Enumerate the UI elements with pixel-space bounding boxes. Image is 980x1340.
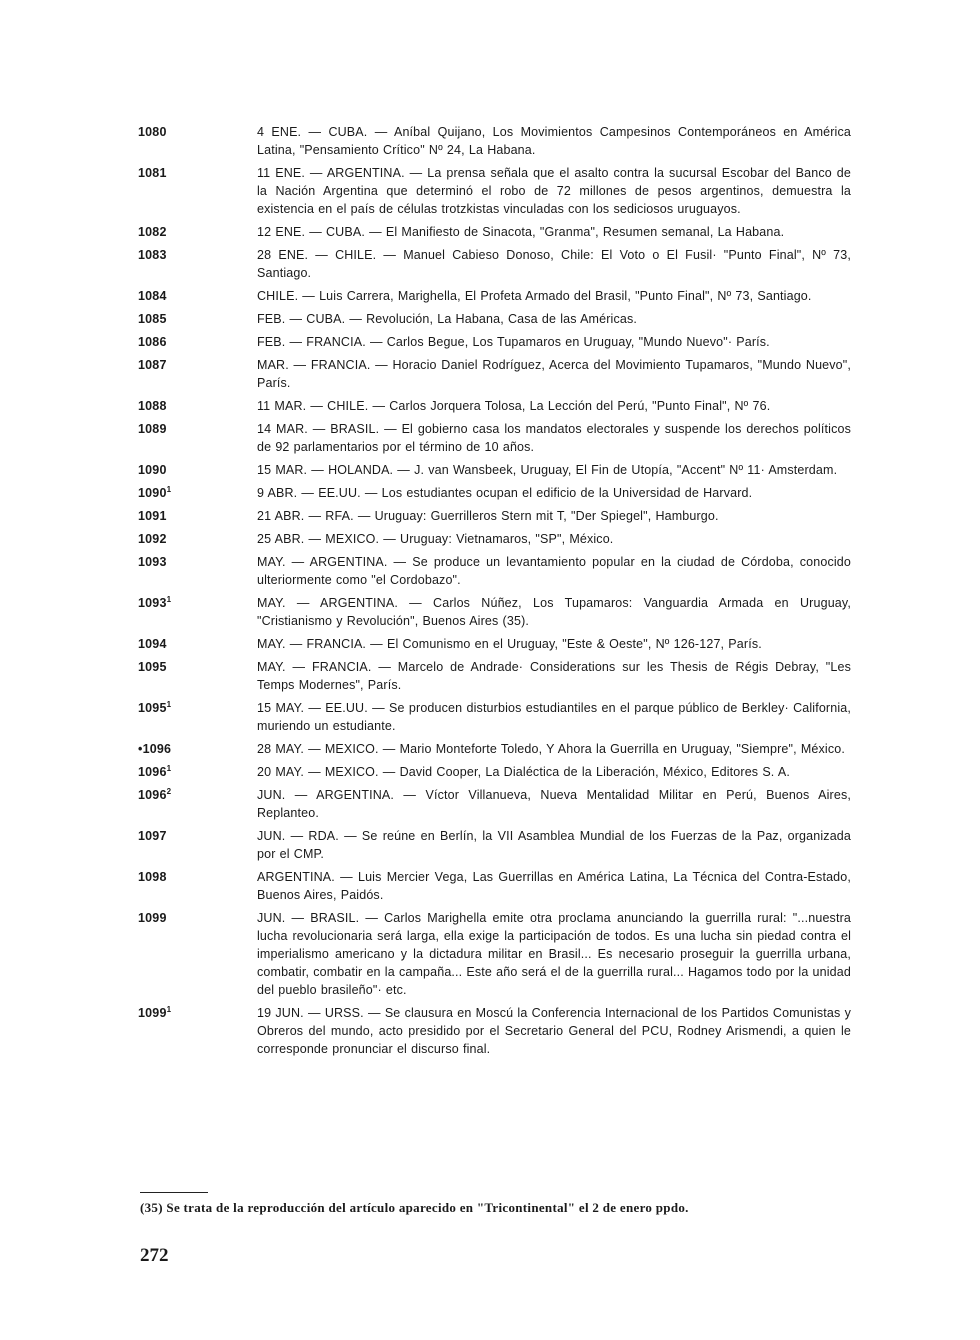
chronology-entry [0,484,980,502]
entry-text: CHILE. — Luis Carrera, Marighella, El Profeta Armado del Brasil, "Punto Final", Nº 73, Santiago. [257,289,812,303]
chronology-entry [0,827,980,863]
entry-number [138,356,167,374]
entry-number [138,594,171,612]
entry-number-value: 1081 [138,166,167,180]
chronology-entry [0,763,980,781]
entry-number-value: 1087 [138,358,167,372]
chronology-entry [0,223,980,241]
chronology-entry [0,786,980,822]
entry-number [138,223,167,241]
entry-text: 28 ENE. — CHILE. — Manuel Cabieso Donoso, Chile: El Voto o El Fusil· "Punto Final", Nº 73, Santiago. [257,248,851,280]
entry-number [138,484,171,502]
chronology-entry [0,594,980,630]
entry-number-superscript: 1 [166,594,172,604]
entry-text: 25 ABR. — MEXICO. — Uruguay: Vietnamaros, "SP", México. [257,532,614,546]
entry-text: 11 MAR. — CHILE. — Carlos Jorquera Tolosa, La Lección del Perú, "Punto Final", Nº 76. [257,399,771,413]
chronology-entry [0,461,980,479]
chronology-entry [0,356,980,392]
entry-number [138,287,167,305]
chronology-entry [0,420,980,456]
entry-number-value: 1095 [138,701,167,715]
entry-number-value: 1083 [138,248,167,262]
entry-text: JUN. — ARGENTINA. — Víctor Villanueva, Nueva Mentalidad Militar en Perú, Buenos Aires, Replanteo. [257,788,851,820]
chronology-entry [0,123,980,159]
entry-number-value: 1099 [138,911,167,925]
entry-number-value: 1096 [138,765,167,779]
entry-number [138,658,167,676]
entry-number-value: 1089 [138,422,167,436]
chronology-entry [0,658,980,694]
chronology-entry [0,287,980,305]
entry-number [138,763,171,781]
entry-text: ARGENTINA. — Luis Mercier Vega, Las Guerrillas en América Latina, La Técnica del Contra-Estado, Buenos Aires, Paidós. [257,870,851,902]
entry-number [138,827,167,845]
chronology-entry [0,246,980,282]
entry-text: JUN. — RDA. — Se reúne en Berlín, la VII Asamblea Mundial de los Fuerzas de la Paz, organizada por el CMP. [257,829,851,861]
chronology-entry [0,333,980,351]
chronology-list [0,123,980,1063]
entry-number-value: 1098 [138,870,167,884]
entry-text: 12 ENE. — CUBA. — El Manifiesto de Sinacota, "Granma", Resumen semanal, La Habana. [257,225,785,239]
entry-text: MAY. — FRANCIA. — El Comunismo en el Uruguay, "Este & Oeste", Nº 126-127, París. [257,637,762,651]
entry-number-value: 1084 [138,289,167,303]
entry-text: 20 MAY. — MEXICO. — David Cooper, La Dialéctica de la Liberación, México, Editores S. A. [257,765,790,779]
entry-number [138,699,171,717]
entry-number-value: 1086 [138,335,167,349]
chronology-entry [0,310,980,328]
entry-number [138,740,171,758]
entry-number-superscript: 1 [166,1004,172,1014]
entry-number-value: 1090 [138,463,167,477]
entry-number [138,553,167,571]
entry-text: FEB. — FRANCIA. — Carlos Begue, Los Tupamaros en Uruguay, "Mundo Nuevo"· París. [257,335,770,349]
chronology-entry [0,507,980,525]
entry-text: MAY. — ARGENTINA. — Carlos Núñez, Los Tupamaros: Vanguardia Armada en Uruguay, "Cristianismo y Revolución", Buenos Aires (35). [257,596,851,628]
chronology-entry [0,553,980,589]
entry-text: MAY. — FRANCIA. — Marcelo de Andrade· Considerations sur les Thesis de Régis Debray, "Les Temps Modernes", París. [257,660,851,692]
chronology-entry [0,635,980,653]
entry-number-value: 1099 [138,1006,167,1020]
chronology-entry [0,740,980,758]
entry-number [138,530,167,548]
entry-number-value: 1091 [138,509,167,523]
entry-number-value: •1096 [138,742,172,756]
entry-text: 14 MAR. — BRASIL. — El gobierno casa los mandatos electorales y suspende los derechos políticos de 92 parlamentarios por el término de 10 años. [257,422,851,454]
footnote-divider [140,1192,208,1193]
entry-number-value: 1096 [138,788,167,802]
entry-number [138,1004,171,1022]
entry-number-superscript: 2 [166,786,172,796]
entry-number [138,868,167,886]
entry-number-value: 1094 [138,637,167,651]
chronology-entry [0,909,980,999]
entry-number [138,164,167,182]
entry-number [138,786,171,804]
entry-number-value: 1095 [138,660,167,674]
entry-text: 4 ENE. — CUBA. — Aníbal Quijano, Los Movimientos Campesinos Contemporáneos en América Latina, "Pensamiento Crítico" Nº 24, La Habana. [257,125,851,157]
chronology-entry [0,868,980,904]
chronology-entry [0,530,980,548]
page-number: 272 [140,1245,169,1266]
entry-text: JUN. — BRASIL. — Carlos Marighella emite otra proclama anunciando la guerrilla rural: "...nuestra lucha revolucionaria será larga, ella exige la participación de todos. Es una lucha sin piedad contra el imperialismo americano y la dictadura militar en Brasil... Es necesario proseguir la guerrilla urbana, combatir, combatir en la campaña... Este año será el de la guerrilla rural... Hagamos todo por la unidad del pueblo brasileño"· etc. [257,911,851,997]
entry-text: MAR. — FRANCIA. — Horacio Daniel Rodríguez, Acerca del Movimiento Tupamaros, "Mundo Nuevo", París. [257,358,851,390]
chronology-entry [0,397,980,415]
entry-number [138,310,167,328]
entry-number [138,420,167,438]
entry-number [138,123,167,141]
chronology-entry [0,164,980,218]
entry-text: 15 MAR. — HOLANDA. — J. van Wansbeek, Uruguay, El Fin de Utopía, "Accent" Nº 11· Amsterdam. [257,463,838,477]
entry-number [138,909,167,927]
chronology-entry [0,1004,980,1058]
entry-text: 28 MAY. — MEXICO. — Mario Monteforte Toledo, Y Ahora la Guerrilla en Uruguay, "Siempre", México. [257,742,845,756]
entry-text: FEB. — CUBA. — Revolución, La Habana, Casa de las Américas. [257,312,637,326]
entry-number-superscript: 1 [166,484,172,494]
entry-text: 19 JUN. — URSS. — Se clausura en Moscú la Conferencia Internacional de los Partidos Comunistas y Obreros del mundo, acto presidido por el Secretario General del PCU, Rodney Arismendi, a quien le corresponde pronunciar el discurso final. [257,1006,851,1056]
entry-number-value: 1082 [138,225,167,239]
entry-number-value: 1080 [138,125,167,139]
entry-number [138,246,167,264]
entry-number-value: 1093 [138,555,167,569]
entry-number [138,333,167,351]
entry-number-value: 1090 [138,486,167,500]
entry-number [138,397,167,415]
entry-number-superscript: 1 [166,699,172,709]
entry-number-value: 1088 [138,399,167,413]
entry-text: 15 MAY. — EE.UU. — Se producen disturbios estudiantiles en el parque público de Berkley· California, muriendo un estudiante. [257,701,851,733]
entry-text: 9 ABR. — EE.UU. — Los estudiantes ocupan el edificio de la Universidad de Harvard. [257,486,753,500]
entry-number-value: 1085 [138,312,167,326]
entry-number [138,461,167,479]
footnote: (35) Se trata de la reproducción del artículo aparecido en "Tricontinental" el 2 de enero ppdo. [140,1200,689,1215]
entry-number [138,635,167,653]
entry-text: 11 ENE. — ARGENTINA. — La prensa señala que el asalto contra la sucursal Escobar del Banco de la Nación Argentina que determinó el robo de 72 millones de pesos argentinos, demuestra la existencia en el país de células trotzkistas vinculadas con los sediciosos uruguayos. [257,166,851,216]
entry-number [138,507,167,525]
entry-text: 21 ABR. — RFA. — Uruguay: Guerrilleros Stern mit T, "Der Spiegel", Hamburgo. [257,509,719,523]
entry-number-value: 1092 [138,532,167,546]
entry-text: MAY. — ARGENTINA. — Se produce un levantamiento popular en la ciudad de Córdoba, conocido ulteriormente como "el Cordobazo". [257,555,851,587]
entry-number-superscript: 1 [166,763,172,773]
chronology-entry [0,699,980,735]
entry-number-value: 1097 [138,829,167,843]
entry-number-value: 1093 [138,596,167,610]
